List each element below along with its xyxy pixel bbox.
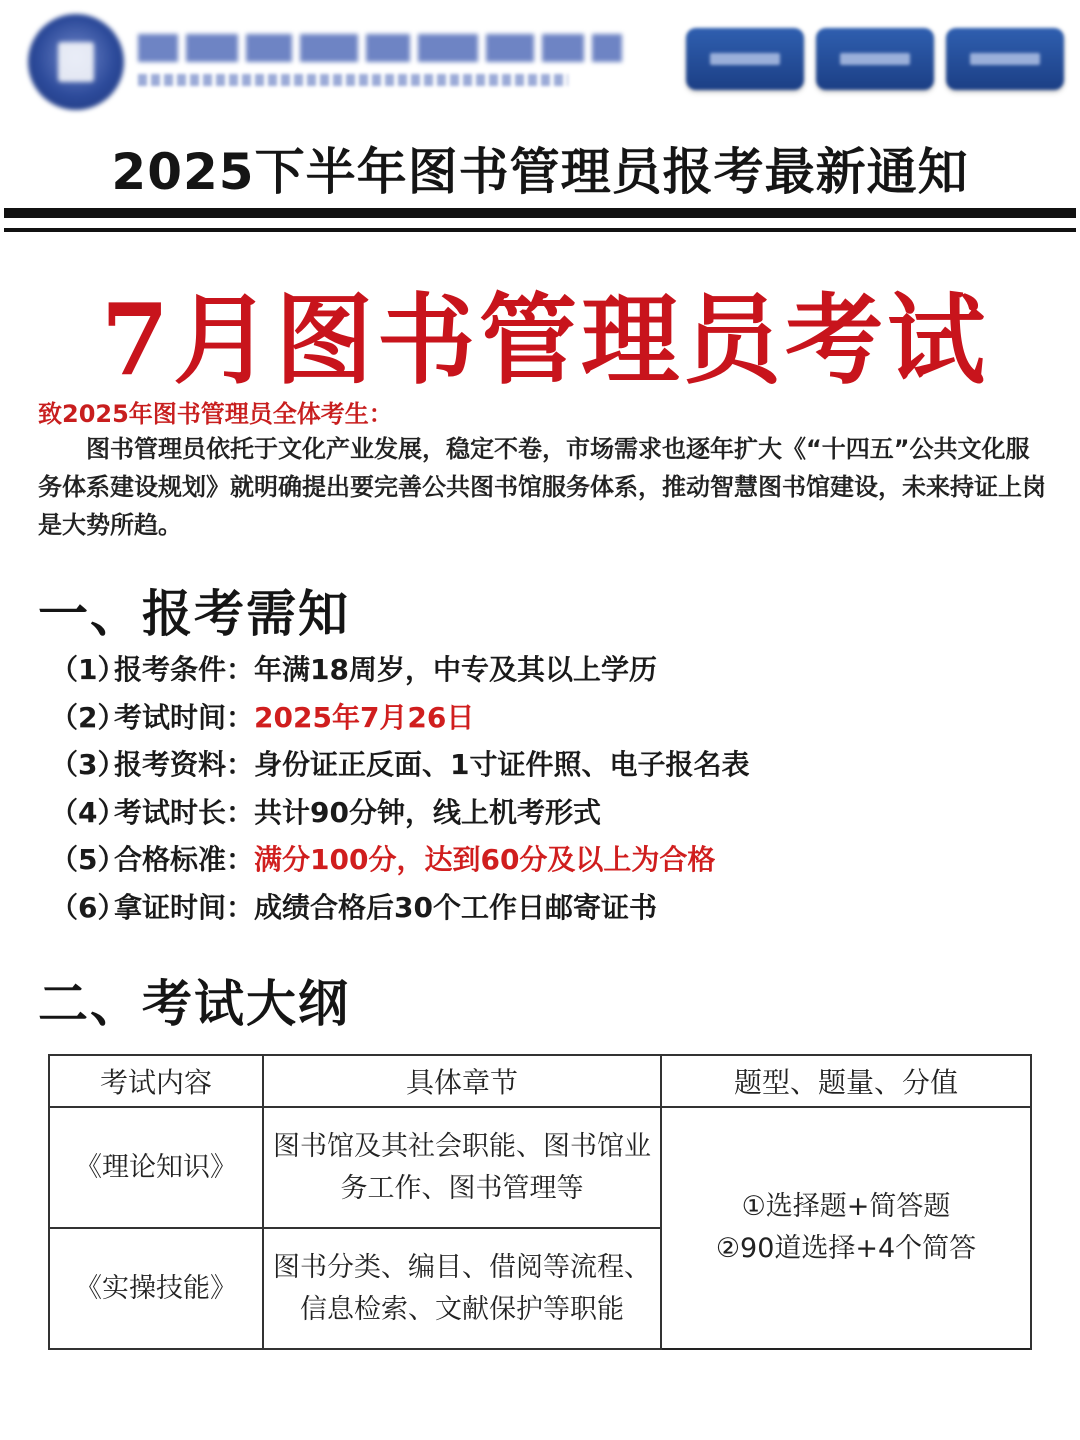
divider-thin — [4, 228, 1076, 232]
list-item: （1）报考条件：年满18周岁，中专及其以上学历 — [50, 653, 657, 686]
greeting: 致2025年图书管理员全体考生： — [38, 400, 393, 428]
institution-seal-icon — [28, 14, 124, 110]
organization-subtitle-blurred — [138, 74, 568, 86]
nav-button-3[interactable] — [946, 28, 1064, 90]
table-header-content: 考试内容 — [49, 1055, 263, 1107]
list-item: （4）考试时长：共计90分钟，线上机考形式 — [50, 795, 601, 829]
list-item: （6）拿证时间：成绩合格后30个工作日邮寄证书 — [50, 890, 657, 924]
hero-title: 7月图书管理员考试 — [100, 283, 990, 398]
list-item: （5）合格标准：满分100分，达到60分及以上为合格 — [50, 843, 716, 876]
table-cell: 图书馆及其社会职能、图书馆业务工作、图书管理等 — [263, 1107, 661, 1228]
table-row — [49, 1107, 1031, 1228]
table-header-format: 题型、题量、分值 — [661, 1055, 1031, 1107]
table-cell: 《理论知识》 — [49, 1107, 263, 1228]
syllabus-table — [48, 1054, 1032, 1350]
table-header-chapters: 具体章节 — [263, 1055, 661, 1107]
divider-thick — [4, 208, 1076, 218]
nav-button-1[interactable] — [686, 28, 804, 90]
list-item: （3）报考资料：身份证正反面、1寸证件照、电子报名表 — [50, 748, 750, 781]
list-item: （2）考试时间：2025年7月26日 — [50, 700, 475, 734]
table-cell: 图书分类、编目、借阅等流程、信息检索、文献保护等职能 — [263, 1228, 661, 1349]
intro-paragraph: 图书管理员依托于文化产业发展，稳定不卷，市场需求也逐年扩大《“十四五”公共文化服务体系建设规划》就明确提出要完善公共图书馆服务体系，推动智慧图书馆建设，未来持证上岗是大势所趋。 — [38, 435, 1046, 539]
table-cell: 《实操技能》 — [49, 1228, 263, 1349]
exam-date: 2025年7月26日 — [254, 700, 475, 734]
requirements-list — [50, 648, 750, 933]
passing-standard: 满分100分，达到60分及以上为合格 — [254, 843, 716, 876]
section-heading-requirements: 一、报考需知 — [38, 585, 350, 643]
table-cell-format: ①选择题+简答题 ②90道选择+4个简答 — [661, 1107, 1031, 1349]
nav-button-2[interactable] — [816, 28, 934, 90]
header-nav — [686, 28, 1064, 90]
notice-title: 2025下半年图书管理员报考最新通知 — [111, 143, 969, 201]
section-heading-syllabus: 二、考试大纲 — [38, 975, 350, 1033]
header — [0, 0, 1080, 125]
organization-name-blurred — [138, 34, 622, 70]
